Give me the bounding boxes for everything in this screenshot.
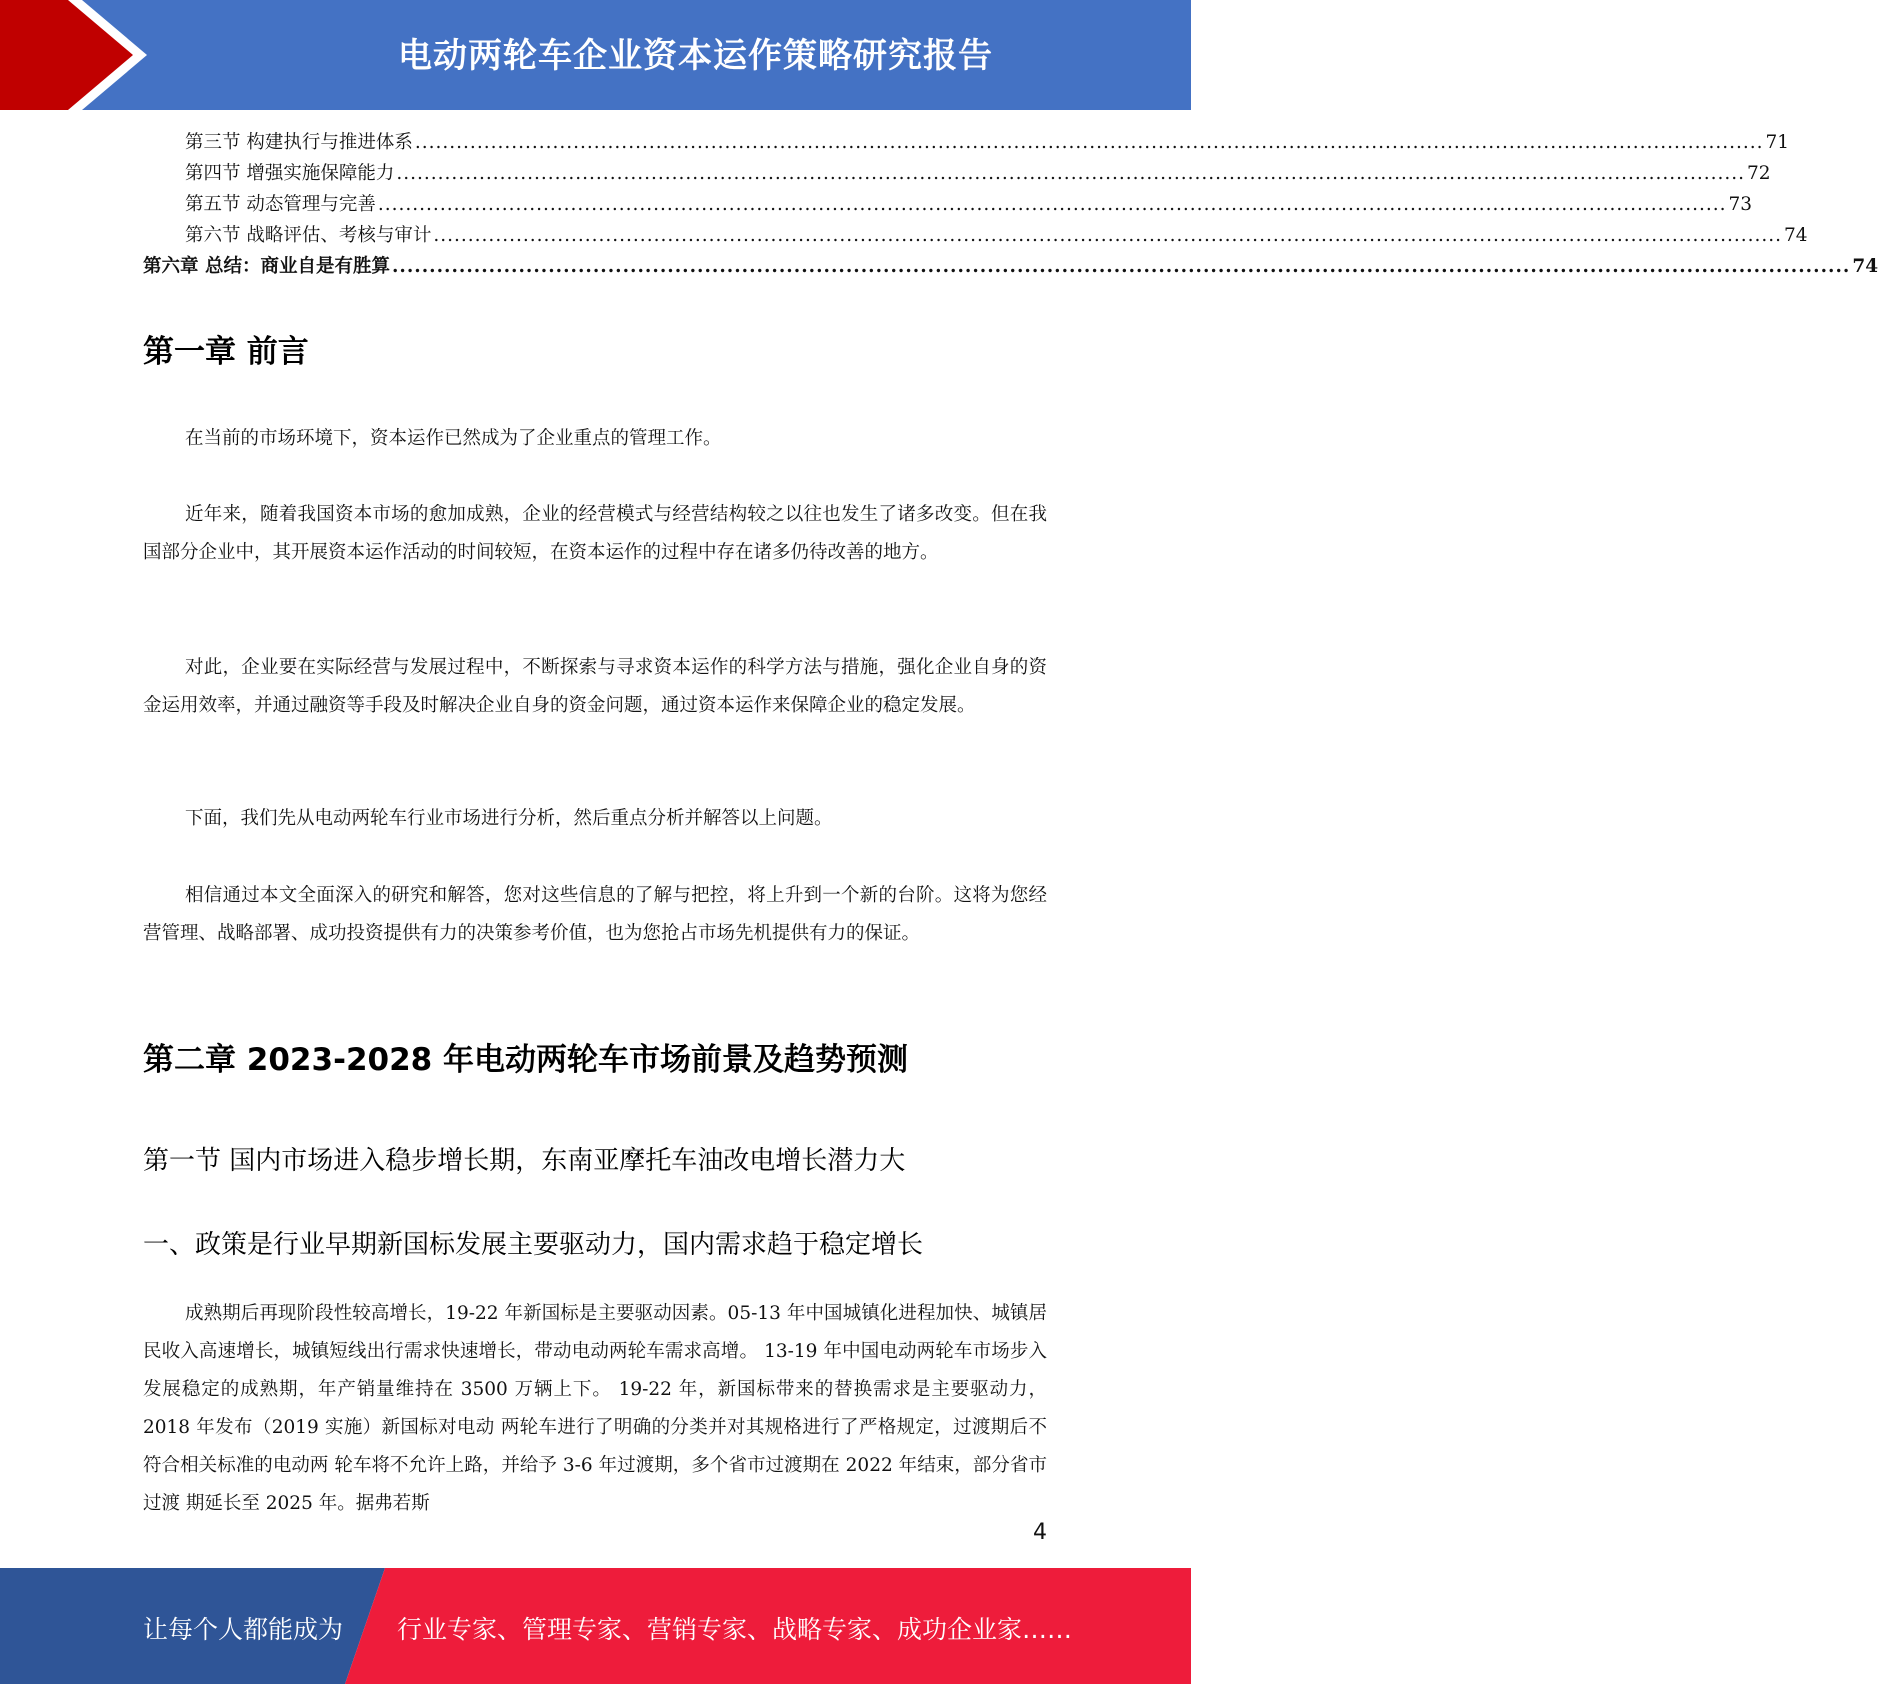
section-heading: 第一节 国内市场进入稳步增长期，东南亚摩托车油改电增长潜力大 [143,1146,906,1176]
paragraph: 相信通过本文全面深入的研究和解答，您对这些信息的了解与把控，将上升到一个新的台阶。这将为您经营管理、战略部署、成功投资提供有力的决策参考价值，也为您抢占市场先机提供有力的保证。 [143,885,1047,944]
footer-slogan-right: 行业专家、管理专家、营销专家、战略专家、成功企业家…… [397,1615,1073,1644]
paragraph: 成熟期后再现阶段性较高增长，19-22 年新国标是主要驱动因素。05-13 年中国城镇化进程加快、城镇居民收入高速增长，城镇短线出行需求快速增长，带动电动两轮车需求高增。 13-19 年中国电动两轮车市场步入发展稳定的成熟期，年产销量维持在 3500 万辆上下。 19-22 年，新国标带来的替换需求是主要驱动力，2018 年发布（2019 实施）新国标对电动 两轮车进行了明确的分类并对其规格进行了严格规定，过渡期后不符合相关标准的电动两 轮车将不允许上路，并给予 3-6 年过渡期，多个省市过渡期在 2022 年结束，部分省市过渡 期延长至 2025 年。据弗若斯 [143,1303,1047,1514]
paragraph: 对此，企业要在实际经营与发展过程中，不断探索与寻求资本运作的科学方法与措施，强化企业自身的资金运用效率，并通过融资等手段及时解决企业自身的资金问题，通过资本运作来保障企业的稳定发展。 [143,657,1047,716]
toc-item-page: 74 [1852,256,1878,277]
toc-item-title: 第六节 战略评估、考核与审计 [185,225,432,246]
toc-item[interactable] [143,190,1753,221]
toc-item-page: 71 [1765,132,1790,153]
table-of-contents [143,128,1878,283]
footer-band [0,1568,1191,1684]
header-band [0,0,1191,110]
chapter-heading: 第二章 2023-2028 年电动两轮车市场前景及趋势预测 [143,1042,909,1078]
toc-item-page: 74 [1784,225,1808,246]
paragraph: 近年来，随着我国资本市场的愈加成熟，企业的经营模式与经营结构较之以往也发生了诸多改变。但在我国部分企业中，其开展资本运作活动的时间较短，在资本运作的过程中存在诸多仍待改善的地方。 [143,504,1047,563]
toc-item-chapter[interactable] [143,252,1878,283]
toc-item-title: 第五节 动态管理与完善 [185,194,376,215]
toc-item[interactable] [143,128,1790,159]
toc-leader: .................................................................................................................................................................................................... [396,163,1745,184]
footer-slogan-left: 让每个人都能成为 [143,1615,344,1644]
toc-item-page: 73 [1728,194,1753,215]
toc-item[interactable] [143,159,1771,190]
subsection-heading: 一、政策是行业早期新国标发展主要驱动力，国内需求趋于稳定增长 [143,1230,924,1260]
toc-leader: .................................................................................................................................................................................................... [377,194,1727,215]
chapter-heading: 第一章 前言 [143,334,309,370]
toc-leader: .................................................................................................................................................................................................... [433,225,1782,246]
page-number: 4 [1033,1520,1047,1545]
toc-item-title: 第四节 增强实施保障能力 [185,163,395,184]
paragraph: 在当前的市场环境下，资本运作已然成为了企业重点的管理工作。 [185,428,722,449]
toc-item-title: 第三节 构建执行与推进体系 [185,132,413,153]
paragraph: 下面，我们先从电动两轮车行业市场进行分析，然后重点分析并解答以上问题。 [185,808,833,829]
toc-item[interactable] [143,221,1808,252]
toc-item-title: 第六章 总结：商业自是有胜算 [143,256,390,277]
toc-item-page: 72 [1747,163,1771,184]
toc-leader: .................................................................................................................................................................................................... [391,256,1851,277]
header-arrow-icon [0,0,160,110]
toc-leader: .................................................................................................................................................................................................... [414,132,1764,153]
document-title: 电动两轮车企业资本运作策略研究报告 [398,36,993,76]
